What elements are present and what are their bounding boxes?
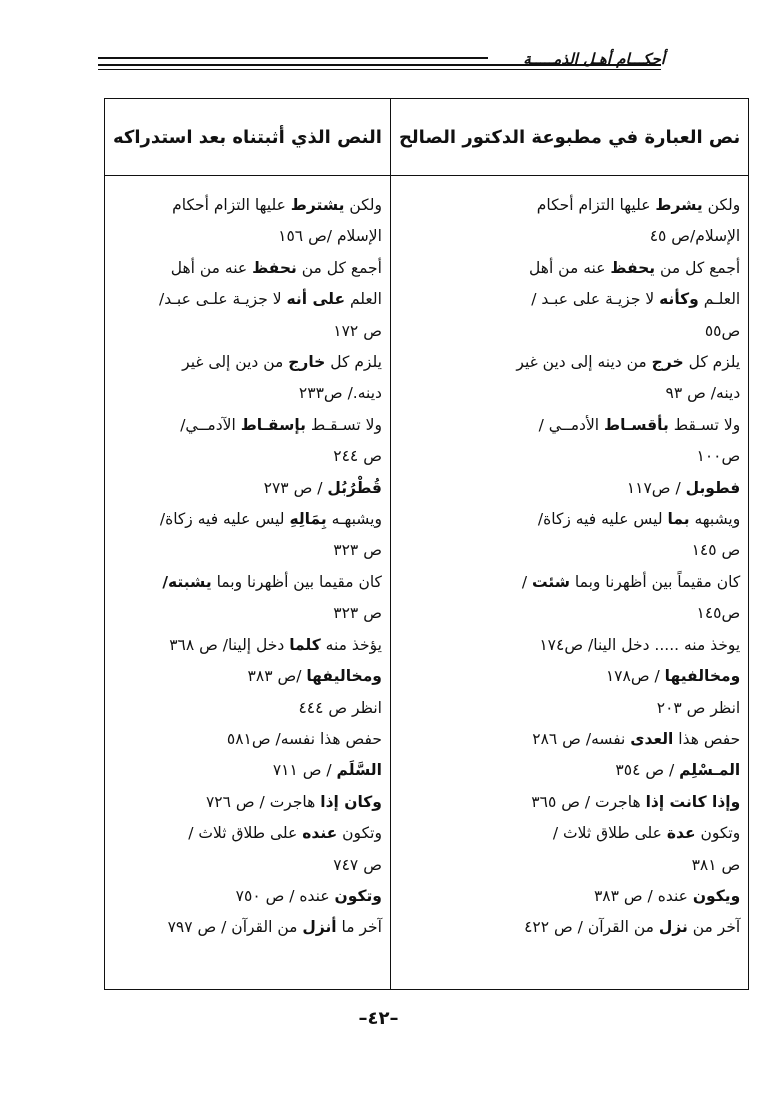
- highlighted-word: العدى: [630, 729, 674, 748]
- right-column-header: نص العبارة في مطبوعة الدكتور الصالح: [390, 99, 748, 176]
- table-body-row: [105, 176, 749, 990]
- text-line: [113, 755, 382, 786]
- text-segment: دخل إلينا/ ص ٣٦٨: [169, 635, 290, 654]
- header-rule: [98, 64, 661, 66]
- text-segment: وتكون: [337, 824, 382, 843]
- text-line: [113, 693, 382, 724]
- text-segment: ص١٠٠: [696, 447, 741, 466]
- text-line: [113, 378, 382, 409]
- text-segment: ولكن: [344, 196, 382, 214]
- text-line: [113, 724, 382, 755]
- text-segment: / ص ٧١١: [272, 761, 337, 780]
- text-line: [399, 912, 740, 943]
- text-segment: يوخذ منه ..... دخل الينا/ ص١٧٤: [539, 635, 741, 654]
- text-line: [113, 190, 382, 221]
- text-segment: ليس عليه فيه زكاة/: [537, 510, 668, 529]
- text-segment: /: [521, 572, 532, 591]
- text-line: [113, 253, 382, 284]
- text-line: [399, 253, 740, 284]
- highlighted-word: عدة: [666, 824, 696, 843]
- text-line: [399, 693, 740, 724]
- highlighted-word: شئت: [531, 572, 570, 591]
- text-segment: ص ٣٢٣: [333, 541, 382, 560]
- highlighted-word: ومخاليفها: [306, 667, 382, 686]
- highlighted-word: على أنه: [286, 290, 346, 309]
- highlighted-word: ومخالفيها: [664, 667, 741, 686]
- text-line: [399, 410, 740, 441]
- text-segment: انظر ص ٤٤٤: [298, 698, 382, 717]
- text-segment: انظر ص ٢٠٣: [656, 698, 741, 717]
- text-segment: ولكن: [702, 196, 741, 214]
- text-segment: / ص ٢٧٣: [263, 478, 328, 497]
- text-segment: يلزم كل: [325, 353, 382, 372]
- text-segment: ص٥٥: [704, 321, 741, 340]
- right-column-cell: [390, 176, 748, 990]
- text-line: [399, 787, 740, 818]
- header-rule-short: [98, 57, 488, 59]
- header-rule-thin: [98, 69, 661, 70]
- text-line: [399, 535, 740, 566]
- text-line: [113, 787, 382, 818]
- highlighted-word: بِمَالِهِ: [289, 510, 327, 529]
- text-line: [113, 535, 382, 566]
- highlighted-word: المـسْلِم: [679, 761, 741, 780]
- text-line: [399, 661, 740, 692]
- text-segment: يؤخذ منه: [320, 635, 382, 654]
- text-segment: هاجرت / ص ٣٦٥: [531, 792, 646, 811]
- text-segment: كان مقيماً بين أظهرنا وبما: [569, 572, 741, 591]
- text-segment: ويشبهـه: [326, 510, 382, 529]
- highlighted-word: خارج: [288, 353, 326, 372]
- text-line: [399, 316, 740, 347]
- table-header-row: [105, 99, 749, 176]
- left-column-cell: [105, 176, 391, 990]
- highlighted-word: نحفظ: [252, 258, 297, 277]
- text-segment: حفص هذا: [673, 729, 741, 748]
- highlighted-word: وتكون: [334, 886, 382, 905]
- text-segment: دينه./ ص٢٣٣: [298, 384, 382, 403]
- text-segment: أجمع كل من: [655, 258, 741, 277]
- text-line: [113, 818, 382, 849]
- highlighted-word: بما: [667, 510, 690, 529]
- highlighted-word: يشترط: [290, 196, 345, 214]
- text-segment: هاجرت / ص ٧٢٦: [205, 792, 321, 811]
- text-segment: ليس عليه فيه زكاة/: [159, 510, 290, 529]
- text-line: [399, 347, 740, 378]
- text-line: [399, 630, 740, 661]
- text-segment: ص١٤٥: [696, 604, 741, 623]
- text-segment: / ص ٣٥٤: [615, 761, 680, 780]
- text-segment: كان مقيما بين أظهرنا وبما: [211, 572, 382, 591]
- left-column-header: النص الذي أثبتناه بعد استدراكه: [105, 99, 391, 176]
- highlighted-word: قُطْرُبُل: [327, 478, 382, 497]
- text-segment: على طلاق ثلاث /: [552, 824, 667, 843]
- text-line: [113, 473, 382, 504]
- text-line: [113, 661, 382, 692]
- highlighted-word: كلما: [289, 635, 321, 654]
- text-line: [399, 598, 740, 629]
- text-line: [399, 850, 740, 881]
- highlighted-word: عنده: [302, 824, 338, 843]
- highlighted-word: وكان إذا: [320, 792, 382, 811]
- text-segment: ص ٢٤٤: [333, 447, 382, 466]
- highlighted-word: بأقسـاط: [604, 415, 669, 434]
- comparison-table: [104, 98, 749, 990]
- text-segment: / ص١٧٨: [605, 667, 665, 686]
- text-segment: وتكون: [695, 824, 741, 843]
- text-line: [399, 190, 740, 221]
- text-line: [113, 504, 382, 535]
- highlighted-word: خرج: [651, 353, 684, 372]
- original-text-list: [399, 190, 740, 944]
- text-segment: من القرآن / ص ٤٢٢: [524, 918, 659, 937]
- text-segment: من دينه إلى دين غير: [516, 353, 652, 372]
- text-segment: آخر من: [687, 918, 741, 937]
- highlighted-word: يشبته/: [162, 572, 212, 591]
- text-segment: عنده / ص ٣٨٣: [593, 886, 693, 905]
- text-line: [399, 567, 740, 598]
- text-line: [113, 221, 382, 252]
- text-line: [113, 284, 382, 315]
- running-head: أحكـــام أهـل الذمـــــة: [523, 50, 665, 68]
- text-line: [399, 473, 740, 504]
- text-segment: من دين إلى غير: [182, 353, 289, 372]
- text-line: [399, 221, 740, 252]
- text-line: [113, 347, 382, 378]
- corrected-text-list: [113, 190, 382, 944]
- text-segment: عنه من أهل: [529, 258, 611, 277]
- page-number: –٤٢–: [358, 1008, 399, 1029]
- text-segment: من القرآن / ص ٧٩٧: [167, 918, 303, 937]
- text-line: [113, 850, 382, 881]
- text-line: [399, 504, 740, 535]
- text-line: [113, 410, 382, 441]
- text-line: [113, 912, 382, 943]
- text-segment: / ص١١٧: [626, 478, 686, 497]
- text-line: [399, 818, 740, 849]
- text-segment: نفسه/ ص ٢٨٦: [532, 729, 631, 748]
- text-segment: عليها التزام أحكام: [536, 196, 656, 214]
- text-segment: ولا تسـقط: [668, 415, 741, 434]
- highlighted-word: يحفظ: [610, 258, 656, 277]
- text-segment: الآدمــي/: [180, 415, 241, 434]
- text-line: [113, 567, 382, 598]
- text-segment: العلـم: [698, 290, 741, 309]
- text-line: [399, 441, 740, 472]
- text-segment: الإسلام/ص ٤٥: [649, 227, 741, 246]
- highlighted-word: وإذا كانت إذا: [645, 792, 741, 811]
- text-segment: عليها التزام أحكام: [172, 196, 291, 214]
- text-segment: ويشبهه: [689, 510, 741, 529]
- text-segment: الأدمــي /: [538, 415, 605, 434]
- text-line: [113, 630, 382, 661]
- text-segment: الإسلام /ص ١٥٦: [278, 227, 382, 246]
- text-segment: ص ١٧٢: [333, 321, 382, 340]
- highlighted-word: نزل: [658, 918, 688, 937]
- text-segment: دينه/ ص ٩٣: [665, 384, 741, 403]
- text-segment: ص ٣٢٣: [333, 604, 382, 623]
- text-segment: حفص هذا نفسه/ ص٥٨١: [226, 729, 382, 748]
- text-line: [399, 881, 740, 912]
- text-segment: آخر ما: [336, 918, 382, 937]
- text-segment: ص ١٤٥: [691, 541, 741, 560]
- text-segment: لا جزيـة علـى عبـد/: [159, 290, 287, 309]
- text-line: [399, 755, 740, 786]
- highlighted-word: وكأنه: [659, 290, 699, 309]
- highlighted-word: السَّلَم: [336, 761, 382, 780]
- text-segment: /ص ٣٨٣: [247, 667, 307, 686]
- text-line: [399, 284, 740, 315]
- text-segment: العلم: [345, 290, 382, 309]
- highlighted-word: يشرط: [655, 196, 703, 214]
- text-line: [113, 316, 382, 347]
- text-segment: يلزم كل: [683, 353, 741, 372]
- highlighted-word: ويكون: [692, 886, 741, 905]
- text-segment: ص ٣٨١: [691, 855, 741, 874]
- text-segment: عنده / ص ٧٥٠: [235, 886, 335, 905]
- text-line: [113, 441, 382, 472]
- text-segment: على طلاق ثلاث /: [188, 824, 303, 843]
- text-segment: عنه من أهل: [170, 258, 253, 277]
- highlighted-word: فطوبل: [685, 478, 741, 497]
- text-segment: ولا تسـقـط: [305, 415, 382, 434]
- highlighted-word: أنزل: [302, 918, 337, 937]
- text-segment: أجمع كل من: [296, 258, 382, 277]
- text-line: [113, 881, 382, 912]
- text-line: [399, 378, 740, 409]
- text-segment: ص ٧٤٧: [333, 855, 382, 874]
- text-line: [113, 598, 382, 629]
- text-line: [399, 724, 740, 755]
- text-segment: لا جزيـة على عبـد /: [531, 290, 660, 309]
- highlighted-word: بإسقـاط: [240, 415, 306, 434]
